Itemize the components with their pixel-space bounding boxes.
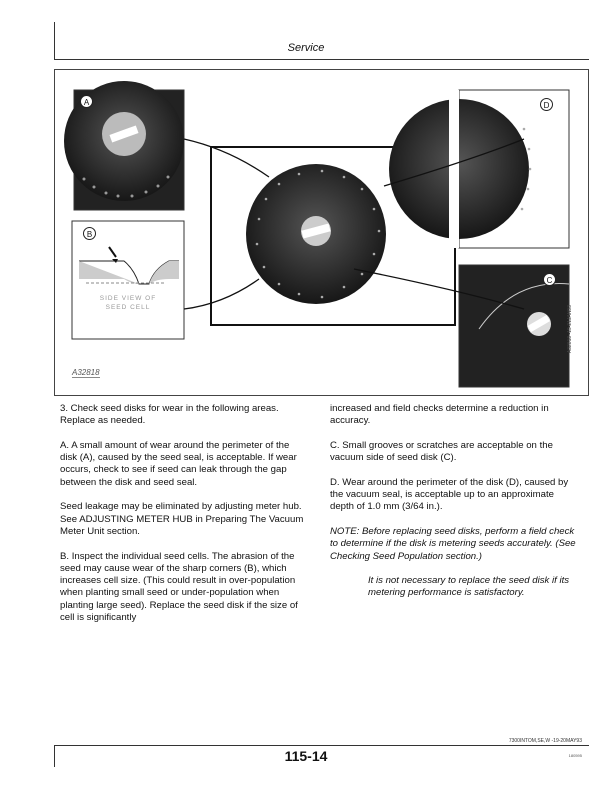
right-column	[330, 403, 578, 612]
label-d: D	[540, 98, 553, 111]
label-a: A	[80, 95, 93, 108]
item-d-text: D. Wear around the perimeter of the disk (D), caused by the vacuum seal, is acceptable up to an approximate depth of 1.0 mm (3/64 in.).	[330, 476, 569, 513]
footer-tiny-code: 180595	[568, 753, 582, 758]
side-view-caption-line2: SEED CELL	[105, 304, 151, 311]
side-view-caption	[72, 294, 184, 312]
item-b-continued-text: increased and field checks determine a reduction in accuracy.	[330, 403, 549, 427]
note-block	[330, 526, 578, 563]
note-text: Before replacing seed disks, perform a field check to determine if the disk is metering seeds accurately. (See Checking Seed Population section.)	[330, 525, 576, 562]
footer-rule	[54, 745, 589, 746]
footer-code: 7300INTOM,SE,W -19-20MAY93	[508, 738, 582, 744]
seed-disk-illustration	[54, 69, 589, 396]
left-column	[60, 403, 308, 637]
side-view-caption-line1: SIDE VIEW OF	[99, 295, 157, 302]
item-b-text: B. Inspect the individual seed cells. The abrasion of the seed may cause wear of the sharp corners (B), which increases cell size. (This could result in over-population when planting small seed or under-population when planting large seed). Replace the seed disk if the size of cell is significantly	[60, 550, 298, 624]
header-rule	[54, 59, 589, 60]
label-c: C	[543, 273, 556, 286]
note-text-2: It is not necessary to replace the seed disk if its metering performance is satisfactory.	[368, 575, 570, 599]
page-number: 115-14	[284, 748, 328, 764]
figure-id: A32818	[72, 368, 100, 377]
step-3-text: 3. Check seed disks for wear in the following areas. Replace as needed.	[60, 403, 279, 427]
item-c-text: C. Small grooves or scratches are acceptable on the vacuum side of seed disk (C).	[330, 439, 553, 464]
seed-leakage-text: Seed leakage may be eliminated by adjusting meter hub. See ADJUSTING METER HUB in Preparing The Vacuum Meter Unit section.	[60, 501, 304, 537]
figure-side-code: A32818 -19-21JAN93	[567, 305, 573, 354]
item-a-text: A. A small amount of wear around the perimeter of the disk (A), caused by the seed seal, is acceptable. If wear occurs, check to see if seed can leak through the gap between the disk and seed seal.	[60, 439, 297, 488]
page-header: Service	[287, 42, 325, 54]
label-b: B	[83, 227, 96, 240]
note-label: NOTE:	[330, 525, 360, 537]
